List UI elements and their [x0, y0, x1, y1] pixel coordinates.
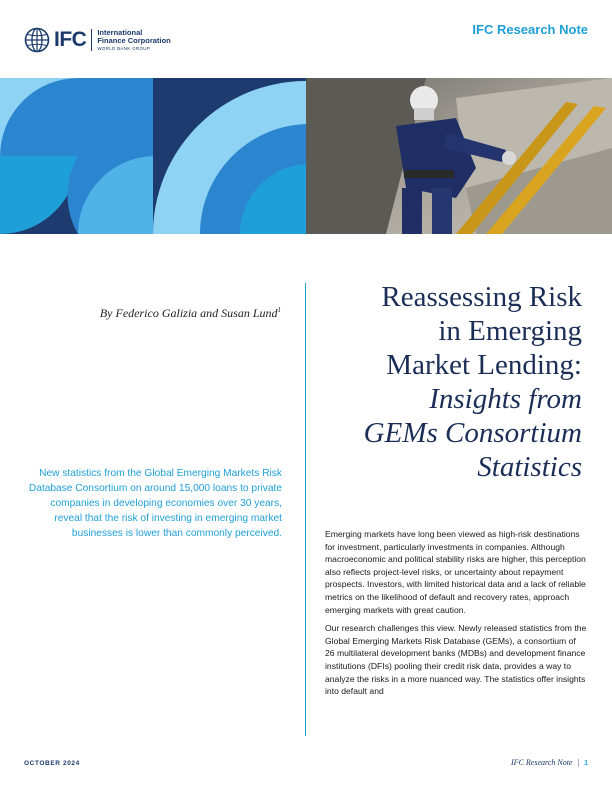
logo-text: [97, 29, 170, 52]
footer-series: [511, 758, 588, 767]
title-line-2: in Emerging: [438, 315, 582, 347]
body-paragraph-2: Our research challenges this view. Newly released statistics from the Global Emerging Markets Risk Database (GEMs), a consortium of 26 multilateral development banks (MDBs) and development finance institutions (DFIs) pooling their credit risk data, provides a way to analyze the risks in a more nuanced way. The statistics offer insights into default and: [325, 623, 587, 697]
page-number: 1: [584, 760, 588, 767]
footer-separator: |: [577, 758, 580, 767]
byline-text: By Federico Galizia and Susan Lund: [99, 306, 278, 320]
logo-wordmark: IFC: [54, 28, 87, 51]
byline-footnote-mark: 1: [277, 306, 281, 314]
worker-on-ladder-photo-icon: [306, 78, 612, 234]
title-line-1: Reassessing Risk: [381, 281, 582, 313]
title-italic-line-2: GEMs Consortium: [363, 417, 582, 449]
series-tag: IFC Research Note: [472, 22, 588, 37]
footer-date: OCTOBER 2024: [24, 760, 80, 767]
summary-pullquote: New statistics from the Global Emerging Markets Risk Database Consortium on around 15,000 loans to private companies in developing economies over 30 years, reveal that the risk of investing in emerging market businesses is lower than commonly perceived.: [28, 468, 282, 539]
banner: [0, 78, 612, 234]
title-line-3: Market Lending:: [386, 349, 582, 381]
body-paragraph-1: Emerging markets have long been viewed as high-risk destinations for investment, particularly investments in companies. Although macroeconomic and political stability risks are higher, this perception also reflects project-level risks, or uncertainty about repayment prospects. Investors, with limited historical data and a lack of reliable metrics on the likelihood of default and recovery rates, approach emerging markets with great caution.: [325, 529, 586, 615]
logo-line-1: International: [97, 27, 143, 37]
byline: [100, 306, 281, 321]
logo-separator: [91, 29, 92, 51]
footer-series-name: IFC Research Note: [511, 758, 573, 767]
title-italic-line-3: Statistics: [477, 451, 582, 483]
page-title: [322, 280, 582, 484]
column-divider: [305, 283, 306, 736]
globe-icon: [24, 27, 50, 53]
logo-line-3: WORLD BANK GROUP: [97, 45, 151, 51]
abstract-leaf-pattern-icon: [0, 78, 306, 234]
body-text: [325, 528, 587, 704]
logo-line-2: Finance Corporation: [97, 35, 171, 45]
ifc-logo: [24, 26, 171, 54]
title-italic-line-1: Insights from: [429, 383, 582, 415]
